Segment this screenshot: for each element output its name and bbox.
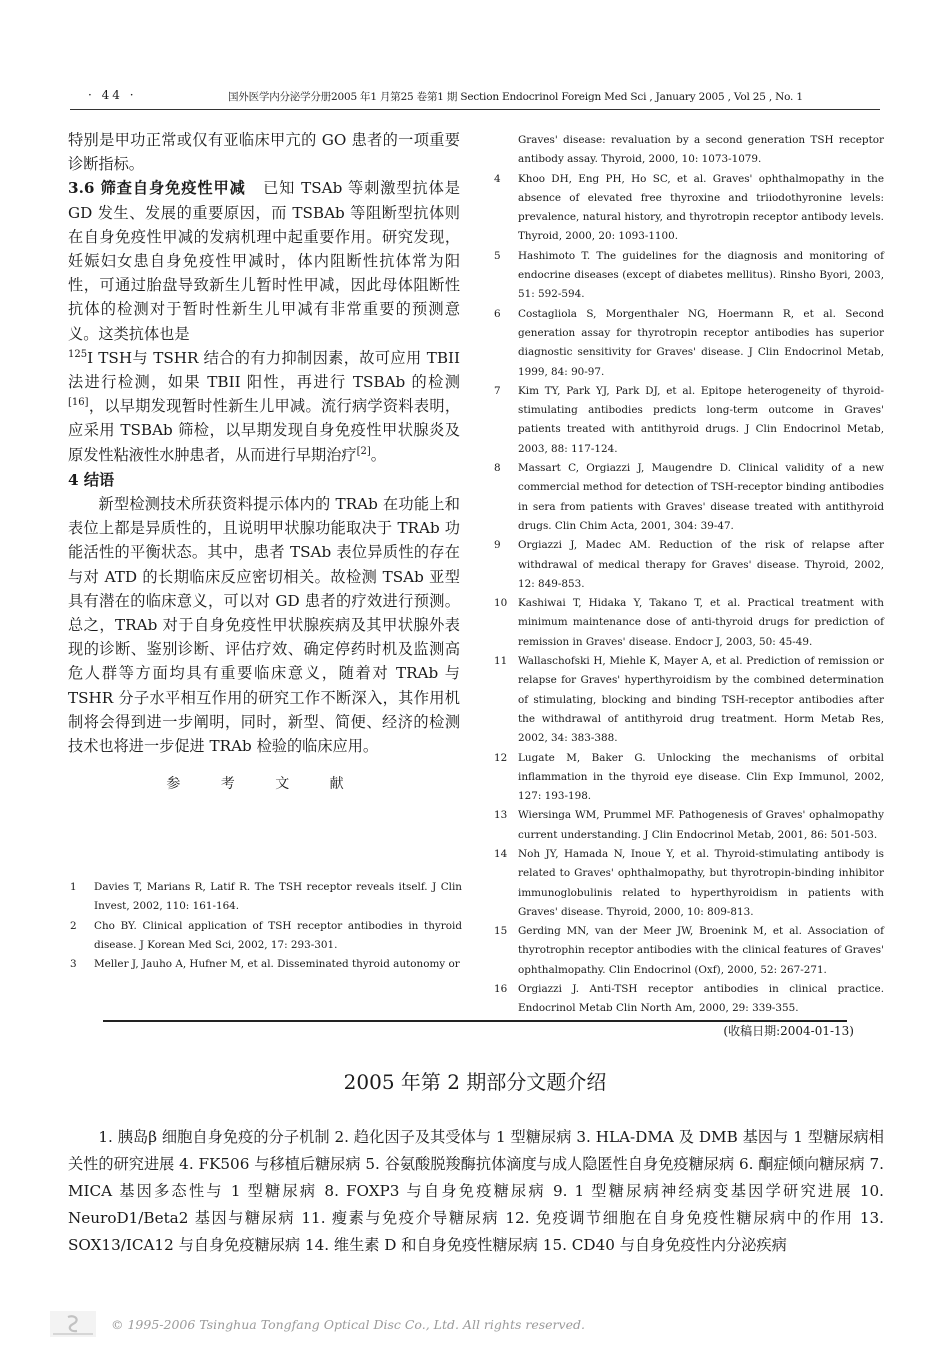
- reference-number: 14: [494, 847, 508, 860]
- section-3-6-heading: 3.6 筛查自身免疫性甲减: [68, 179, 246, 198]
- reference-item: [70, 878, 462, 917]
- reference-item: [494, 980, 884, 1019]
- reference-item: [494, 170, 884, 247]
- reference-item: [494, 305, 884, 382]
- reference-number: 7: [494, 384, 501, 397]
- reference-number: 1: [70, 881, 77, 893]
- reference-item: [494, 382, 884, 459]
- citation-16: [16]: [68, 397, 89, 409]
- running-title: 国外医学内分泌学分册2005 年1 月第25 卷第1 期 Section Endocrinol Foreign Med Sci , January 2005 , Vol 25 , No. 1: [228, 91, 803, 103]
- reference-item: [494, 247, 884, 305]
- reference-text: Graves' disease: revaluation by a second generation TSH receptor antibody assay. Thyroid, 2000, 10: 1073-1079.: [518, 134, 884, 166]
- reference-text: Kim TY, Park YJ, Park DJ, et al. Epitope heterogeneity of thyroid-stimulating antibodies predicts long-term outcome in Graves' patients treated with antithyroid drugs. J Clin Endocrinol Metab, 2003, 88: 117-124.: [518, 384, 884, 455]
- references-right: [494, 131, 884, 1041]
- superscript-125: 125: [68, 348, 88, 360]
- reference-number: 5: [494, 249, 501, 262]
- reference-item: [494, 594, 884, 652]
- reference-item: [494, 845, 884, 922]
- received-date: (收稿日期:2004-01-13): [723, 1023, 854, 1038]
- reference-number: 8: [494, 462, 501, 475]
- publisher-logo-icon: [50, 1311, 96, 1337]
- section-4-text: 新型检测技术所获资料提示体内的 TRAb 在功能上和表位上都是异质性的，且说明甲状腺功能取决于 TRAb 功能活性的平衡状态。其中，患者 TSAb 表位异质性的存在与对 ATD 的长期临床反应密切相关。故检测 TSAb 亚型具有潜在的临床意义，可以对 GD 患者的疗效进行预测。总之，TRAb 对于自身免疫性甲状腺疾病及其甲状腺外表现的诊断、鉴别诊断、评估疗效、确定停药时机及监测高危人群等方面均具有重要临床意义，随着对 TRAb 与 TSHR 分子水平相互作用的研究工作不断深入，其作用机制将会得到进一步阐明，同时，新型、简便、经济的检测技术也将进一步促进 TRAb 检验的临床应用。: [68, 495, 460, 756]
- continued-paragraph: 特别是甲功正常或仅有亚临床甲亢的 GO 患者的一项重要诊断指标。: [68, 131, 460, 174]
- reference-item: [494, 749, 884, 807]
- reference-number: 16: [494, 983, 508, 996]
- reference-item: [494, 459, 884, 536]
- page-footer: [50, 1311, 750, 1339]
- reference-text: Davies T, Marians R, Latif R. The TSH receptor reveals itself. J Clin Invest, 2002, 110: 161-164.: [94, 881, 462, 913]
- reference-number: 6: [494, 307, 501, 320]
- next-issue-contents: 1. 胰岛β 细胞自身免疫的分子机制 2. 趋化因子及其受体与 1 型糖尿病 3. HLA-DMA 及 DMB 基因与 1 型糖尿病相关性的研究进展 4. FK506 与移植后糖尿病 5. 谷氨酸脱羧酶抗体滴度与成人隐匿性自身免疫糖尿病 6. 酮症倾向糖尿病 7. MICA 基因多态性与 1 型糖尿病 8. FOXP3 与自身免疫糖尿病 9. 1 型糖尿病神经病变基因学研究进展 10. NeuroD1/Beta2 基因与糖尿病 11. 瘦素与免疫介导糖尿病 12. 免疫调节细胞在自身免疫性糖尿病中的作用 13. SOX13/ICA12 与自身免疫糖尿病 14. 维生素 D 和自身免疫性糖尿病 15. CD40 与自身免疫性内分泌疾病: [68, 1128, 884, 1254]
- header-rule: [70, 109, 880, 110]
- reference-text: Lugate M, Baker G. Unlocking the mechanisms of orbital inflammation in the thyroid eye disease. Clin Exp Immunol, 2002, 127: 193-198.: [518, 751, 884, 803]
- section-3-6: [68, 176, 460, 466]
- reference-text: Orgiazzi J. Anti-TSH receptor antibodies in clinical practice. Endocrinol Metab Clin North Am, 2000, 29: 339-355.: [518, 983, 884, 1015]
- citation-2: [2]: [356, 445, 371, 457]
- next-issue-title: 2005 年第 2 期部分文题介绍: [343, 1070, 607, 1094]
- page-number: · 44 ·: [88, 88, 137, 102]
- page-header: [0, 82, 950, 112]
- copyright-notice: © 1995-2006 Tsinghua Tongfang Optical Disc Co., Ltd. All rights reserved.: [111, 1317, 585, 1332]
- reference-number: 4: [494, 172, 501, 185]
- reference-item: [494, 806, 884, 845]
- reference-number: 10: [494, 597, 508, 610]
- reference-text: Cho BY. Clinical application of TSH receptor antibodies in thyroid disease. J Korean Med Sci, 2002, 17: 293-301.: [94, 919, 462, 951]
- reference-text: Noh JY, Hamada N, Inoue Y, et al. Thyroid-stimulating antibody is related to Graves' ophthalmopathy, but thyrotropin-binding inhibitor immunoglobulinis related to hyperthyroidism in patients with Graves' disease. Thyroid, 2000, 10: 809-813.: [518, 847, 884, 918]
- reference-text: Costagliola S, Morgenthaler NG, Hoermann R, et al. Second generation assay for thyrotropin receptor antibodies has superior diagnostic sensitivity for Graves' disease. J Clin Endocrinol Metab, 1999, 84: 90-97.: [518, 307, 884, 378]
- reference-number: 12: [494, 751, 508, 764]
- reference-text: Hashimoto T. The guidelines for the diagnosis and monitoring of endocrine diseases (except of diabetes mellitus). Rinsho Byori, 2003, 51: 592-594.: [518, 249, 884, 301]
- section-3-6-text-4: 。: [370, 445, 386, 464]
- reference-number: 13: [494, 809, 508, 822]
- left-column: [68, 128, 460, 808]
- reference-text: Wallaschofski H, Miehle K, Mayer A, et al. Prediction of remission or relapse for Graves' hyperthyroidism by the combined determination of stimulating, blocking and binding TSH-receptor antibodies after the withdrawal of antithyroid drug treatment. Horm Metab Res, 2002, 34: 383-388.: [518, 655, 884, 745]
- reference-text: Orgiazzi J, Madec AM. Reduction of the risk of relapse after withdrawal of medical therapy for Graves' disease. Thyroid, 2002, 12: 849-853.: [518, 539, 884, 590]
- reference-item: [70, 917, 462, 956]
- reference-number: 2: [70, 919, 77, 932]
- reference-number: 15: [494, 925, 508, 938]
- reference-item: [494, 131, 884, 170]
- references-heading: 参 考 文 献: [166, 776, 362, 793]
- section-4-heading: 4 结语: [68, 470, 115, 489]
- reference-number: 11: [494, 655, 508, 668]
- reference-text: Massart C, Orgiazzi J, Maugendre D. Clinical validity of a new commercial method for detection of TSH-receptor binding antibodies in sera from patients with Graves' disease treated with antithyroid drugs. Clin Chim Acta, 2001, 304: 39-47.: [518, 462, 884, 532]
- section-3-6-text-2: I TSH与 TSHR 结合的有力抑制因素，故可应用 TBII 法进行检测，如果 TBII 阳性，再进行 TSBAb 的检测: [68, 348, 460, 392]
- reference-text: Gerding MN, van der Meer JW, Broenink M, et al. Association of thyrotrophin receptor antibodies with the clinical features of Graves' ophthalmopathy. Clin Endocrinol (Oxf), 2000, 52: 267-271.: [518, 925, 884, 976]
- section-3-6-text-3: ，以早期发现暂时性新生儿甲减。流行病学资料表明，应采用 TSBAb 筛检，以早期发现自身免疫性甲状腺炎及原发性粘液性水肿患者，从而进行早期治疗: [68, 397, 460, 464]
- reference-item: [494, 536, 884, 594]
- reference-text: Kashiwai T, Hidaka Y, Takano T, et al. Practical treatment with minimum maintenance dose of anti-thyroid drugs for prediction of remission in Graves' disease. Endocr J, 2003, 50: 45-49.: [518, 597, 884, 648]
- section-3-6-text-1: 已知 TSAb 等刺激型抗体是 GD 发生、发展的重要原因，而 TSBAb 等阻断型抗体则在自身免疫性甲减的发病机理中起重要作用。研究发现，妊娠妇女患自身免疫性甲减时，体内阻断性抗体常为阳性，可通过胎盘导致新生儿暂时性甲减，因此母体阻断性抗体的检测对于暂时性新生儿甲减有非常重要的预测意义。这类抗体也是: [68, 179, 460, 343]
- reference-number: 9: [494, 539, 501, 552]
- reference-number: 3: [70, 958, 77, 971]
- reference-item: [70, 955, 462, 974]
- reference-text: Khoo DH, Eng PH, Ho SC, et al. Graves' ophthalmopathy in the absence of elevated free thyroxine and triiodothyronine levels: prevalence, natural history, and thyrotropin receptor antibody levels. Thyroid, 2000, 20: 1093-1100.: [518, 172, 884, 243]
- section-divider: [103, 1020, 847, 1022]
- reference-text: Meller J, Jauho A, Hufner M, et al. Disseminated thyroid autonomy or: [94, 958, 460, 971]
- reference-text: Wiersinga WM, Prummel MF. Pathogenesis of Graves' ophalmopathy current understanding. J Clin Endocrinol Metab, 2001, 86: 501-503.: [518, 809, 884, 841]
- references-left: [70, 878, 462, 974]
- reference-item: [494, 922, 884, 980]
- reference-item: [494, 652, 884, 748]
